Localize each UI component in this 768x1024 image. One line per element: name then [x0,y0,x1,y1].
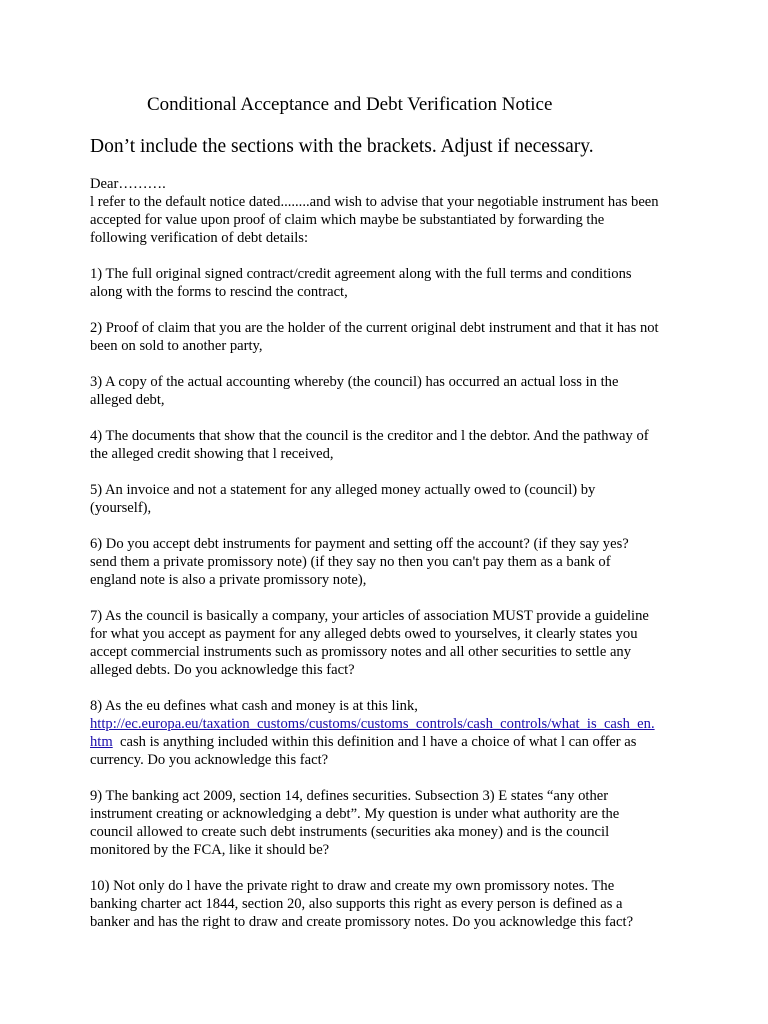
item-line: 10) Not only do l have the private right to draw and create my own promissory notes. The [90,878,615,894]
item-line: 3) A copy of the actual accounting whereby (the council) has occurred an actual loss in the [90,374,619,390]
item-6-paragraph [90,535,690,589]
item-line: been on sold to another party, [90,338,263,354]
item-line: accept commercial instruments such as promissory notes and all other securities to settle any [90,644,632,660]
item-line: banking charter act 1844, section 20, also supports this right as every person is defined as a [90,896,623,912]
intro-line: accepted for value upon proof of claim which maybe be substantiated by forwarding the [90,212,605,228]
item-8-paragraph [90,697,690,769]
item-9-paragraph [90,787,690,859]
item-7-paragraph [90,607,690,679]
item-1-paragraph [90,265,690,301]
item-text: cash is anything included within this definition and l have a choice of what l can offer as [112,734,637,750]
document-instruction: Don’t include the sections with the brackets. Adjust if necessary. [90,136,594,157]
item-line: 9) The banking act 2009, section 14, defines securities. Subsection 3) E states “any other [90,788,609,804]
item-line: send them a private promissory note) (if they say no then you can't pay them as a bank of [90,554,611,570]
item-line: banker and has the right to draw and create promissory notes. Do you acknowledge this fact? [90,914,634,930]
item-line: 7) As the council is basically a company, your articles of association MUST provide a guideline [90,608,649,624]
item-line: for what you accept as payment for any alleged debts owed to yourselves, it clearly states you [90,626,638,642]
item-line [90,715,690,733]
item-line: (yourself), [90,500,152,516]
item-line [90,733,690,751]
item-line: alleged debt, [90,392,165,408]
item-3-paragraph [90,373,690,409]
item-line: instrument creating or acknowledging a debt”. My question is under what authority are the [90,806,620,822]
item-2-paragraph [90,319,690,355]
item-4-paragraph [90,427,690,463]
item-line: 6) Do you accept debt instruments for payment and setting off the account? (if they say yes? [90,536,629,552]
item-line: 4) The documents that show that the council is the creditor and l the debtor. And the pathway of [90,428,649,444]
item-line: 5) An invoice and not a statement for any alleged money actually owed to (council) by [90,482,596,498]
item-10-paragraph [90,877,690,931]
item-5-paragraph [90,481,690,517]
item-line: monitored by the FCA, like it should be? [90,842,330,858]
item-line: 1) The full original signed contract/credit agreement along with the full terms and conditions [90,266,632,282]
item-line: the alleged credit showing that l received, [90,446,334,462]
cash-definition-link[interactable]: http://ec.europa.eu/taxation_customs/customs/customs_controls/cash_controls/what_is_cash_en. [90,716,655,732]
cash-definition-link-continued[interactable]: htm [90,734,113,750]
item-line: currency. Do you acknowledge this fact? [90,752,329,768]
item-line: alleged debts. Do you acknowledge this fact? [90,662,355,678]
intro-line: following verification of debt details: [90,230,309,246]
item-line: 2) Proof of claim that you are the holder of the current original debt instrument and that it has not [90,320,659,336]
intro-paragraph [90,175,690,247]
item-line: along with the forms to rescind the contract, [90,284,348,300]
item-line: england note is also a private promissory note), [90,572,367,588]
document-body [90,175,690,949]
document-title: Conditional Acceptance and Debt Verification Notice [147,94,553,115]
item-line: 8) As the eu defines what cash and money is at this link, [90,698,418,714]
intro-line: l refer to the default notice dated........and wish to advise that your negotiable instrument has been [90,194,659,210]
item-line: council allowed to create such debt instruments (securities aka money) and is the council [90,824,610,840]
salutation: Dear………. [90,176,166,192]
